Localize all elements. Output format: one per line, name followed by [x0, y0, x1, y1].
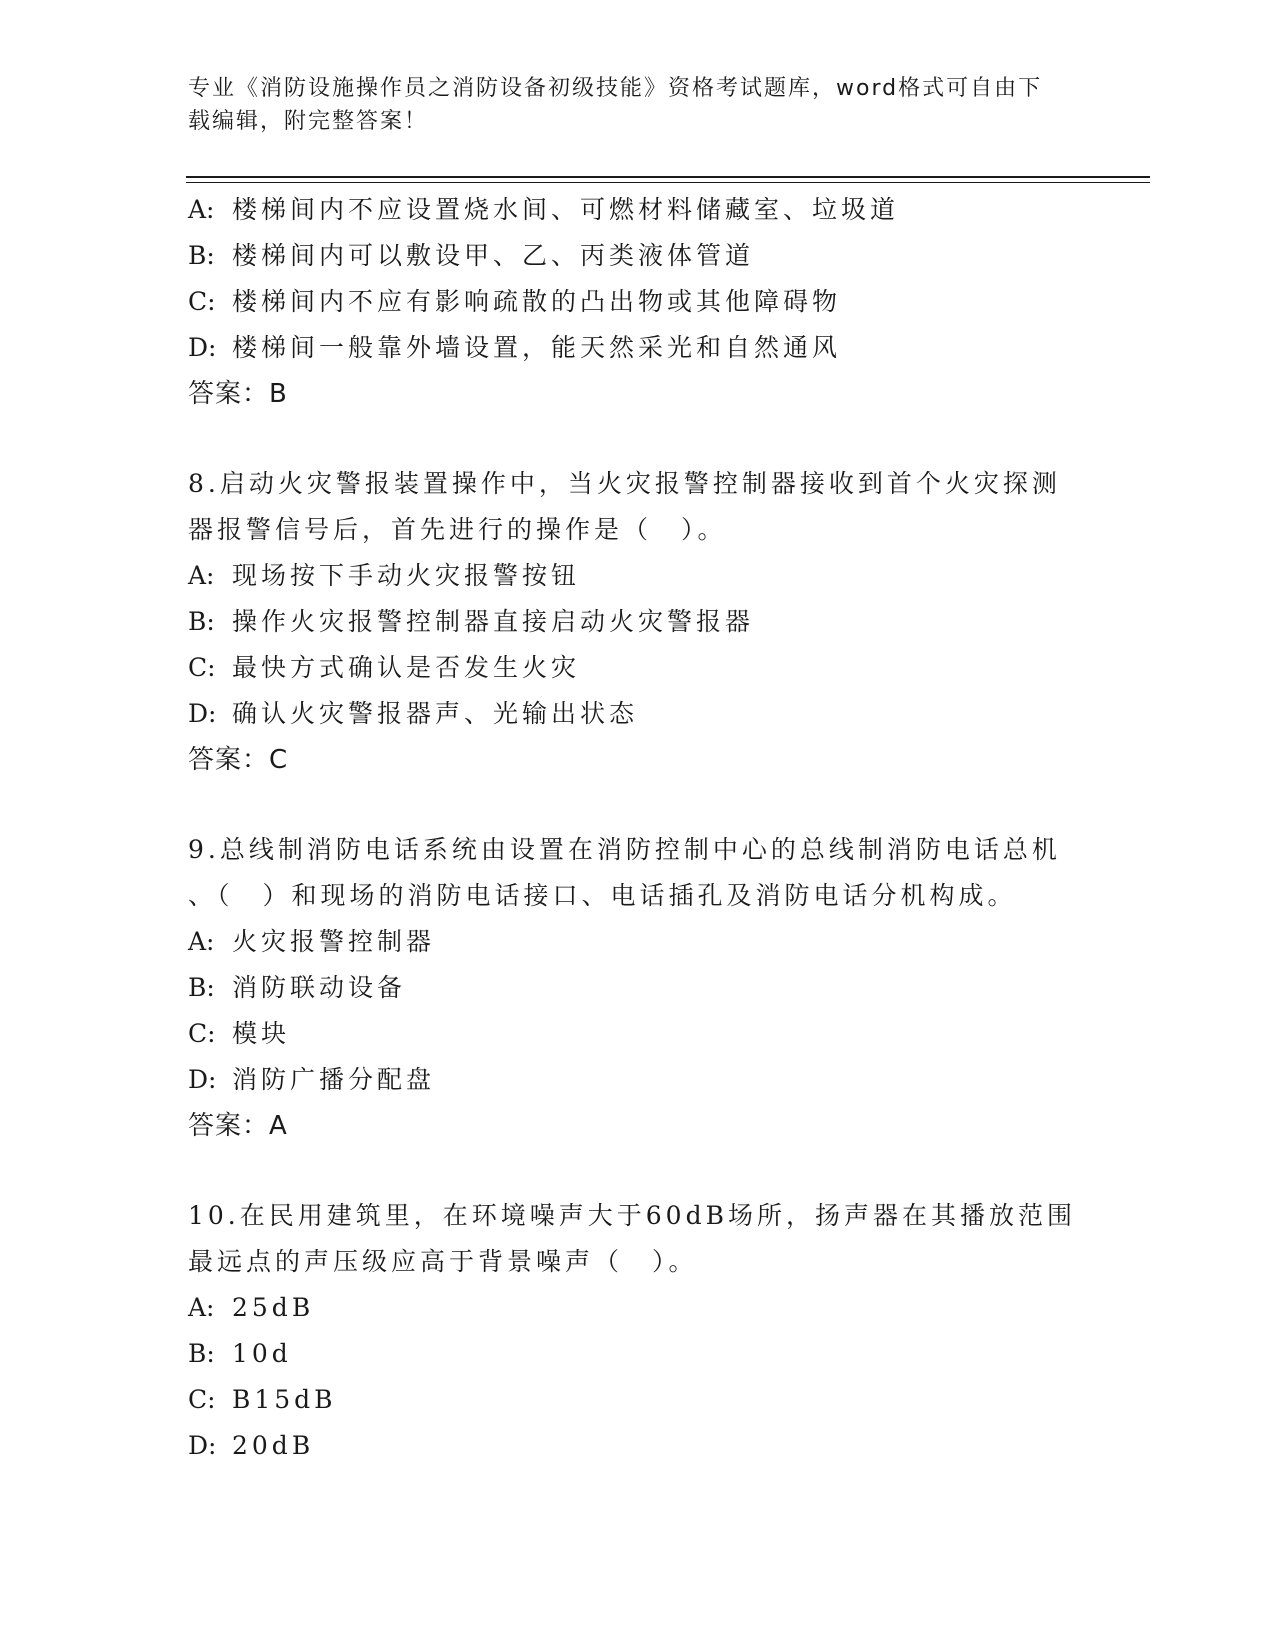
option-text: B15dB — [232, 1385, 337, 1414]
question-10 — [188, 1193, 1088, 1469]
option-b — [188, 1331, 1088, 1377]
option-d — [188, 1057, 1088, 1103]
answer-label: 答案：B — [188, 379, 288, 409]
option-text: 楼梯间内可以敷设甲、乙、丙类液体管道 — [232, 241, 755, 270]
question-9 — [188, 827, 1088, 1149]
question-stem: 9.总线制消防电话系统由设置在消防控制中心的总线制消防电话总机 — [188, 835, 1061, 864]
option-key: C: — [188, 653, 216, 682]
header-line-2: 载编辑，附完整答案！ — [188, 109, 429, 134]
option-text: 消防联动设备 — [232, 973, 407, 1002]
question-stem-continued: 最远点的声压级应高于背景噪声（ ）。 — [188, 1247, 698, 1276]
question-8 — [188, 461, 1088, 783]
option-b — [188, 599, 1088, 645]
option-key: B: — [188, 607, 215, 636]
option-text: 最快方式确认是否发生火灾 — [232, 653, 581, 682]
question-stem: 10.在民用建筑里，在环境噪声大于60dB场所，扬声器在其播放范围 — [188, 1201, 1076, 1230]
option-a — [188, 919, 1088, 965]
question-stem-continued: 、（ ）和现场的消防电话接口、电话插孔及消防电话分机构成。 — [188, 881, 1017, 910]
option-key: A: — [188, 1293, 215, 1322]
option-text: 火灾报警控制器 — [232, 927, 436, 956]
option-text: 确认火灾警报器声、光输出状态 — [232, 699, 639, 728]
option-d — [188, 325, 1088, 371]
answer-label: 答案：A — [188, 1111, 288, 1141]
question-list — [188, 187, 1088, 1469]
option-key: A: — [188, 561, 215, 590]
option-text: 25dB — [232, 1293, 315, 1322]
option-key: C: — [188, 1019, 216, 1048]
option-b — [188, 233, 1088, 279]
option-text: 楼梯间一般靠外墙设置，能天然采光和自然通风 — [232, 333, 842, 362]
question-7 — [188, 187, 1088, 417]
option-key: A: — [188, 927, 215, 956]
option-key: D: — [188, 699, 217, 728]
option-text: 现场按下手动火灾报警按钮 — [232, 561, 581, 590]
option-text: 模块 — [232, 1019, 291, 1048]
option-text: 20dB — [232, 1431, 315, 1460]
option-a — [188, 187, 1088, 233]
option-key: C: — [188, 287, 216, 316]
header-divider-thick — [186, 176, 1150, 178]
option-key: C: — [188, 1385, 216, 1414]
option-text: 操作火灾报警控制器直接启动火灾警报器 — [232, 607, 755, 636]
option-a — [188, 1285, 1088, 1331]
option-c — [188, 1377, 1088, 1423]
option-c — [188, 279, 1088, 325]
document-header — [188, 72, 1068, 138]
answer-label: 答案：C — [188, 745, 289, 775]
option-d — [188, 1423, 1088, 1469]
option-text: 楼梯间内不应有影响疏散的凸出物或其他障碍物 — [232, 287, 842, 316]
option-key: B: — [188, 1339, 215, 1368]
option-key: B: — [188, 973, 215, 1002]
header-line-1: 专业《消防设施操作员之消防设备初级技能》资格考试题库，word格式可自由下 — [188, 76, 1043, 101]
option-c — [188, 1011, 1088, 1057]
header-divider-thin — [186, 182, 1150, 183]
option-text: 10d — [232, 1339, 292, 1368]
option-key: D: — [188, 1065, 217, 1094]
option-c — [188, 645, 1088, 691]
option-key: D: — [188, 1431, 217, 1460]
option-key: B: — [188, 241, 215, 270]
option-text: 消防广播分配盘 — [232, 1065, 436, 1094]
option-text: 楼梯间内不应设置烧水间、可燃材料储藏室、垃圾道 — [232, 195, 900, 224]
option-b — [188, 965, 1088, 1011]
option-key: D: — [188, 333, 217, 362]
option-d — [188, 691, 1088, 737]
option-key: A: — [188, 195, 215, 224]
question-stem-continued: 器报警信号后，首先进行的操作是（ ）。 — [188, 515, 727, 544]
option-a — [188, 553, 1088, 599]
question-stem: 8.启动火灾警报装置操作中，当火灾报警控制器接收到首个火灾探测 — [188, 469, 1061, 498]
